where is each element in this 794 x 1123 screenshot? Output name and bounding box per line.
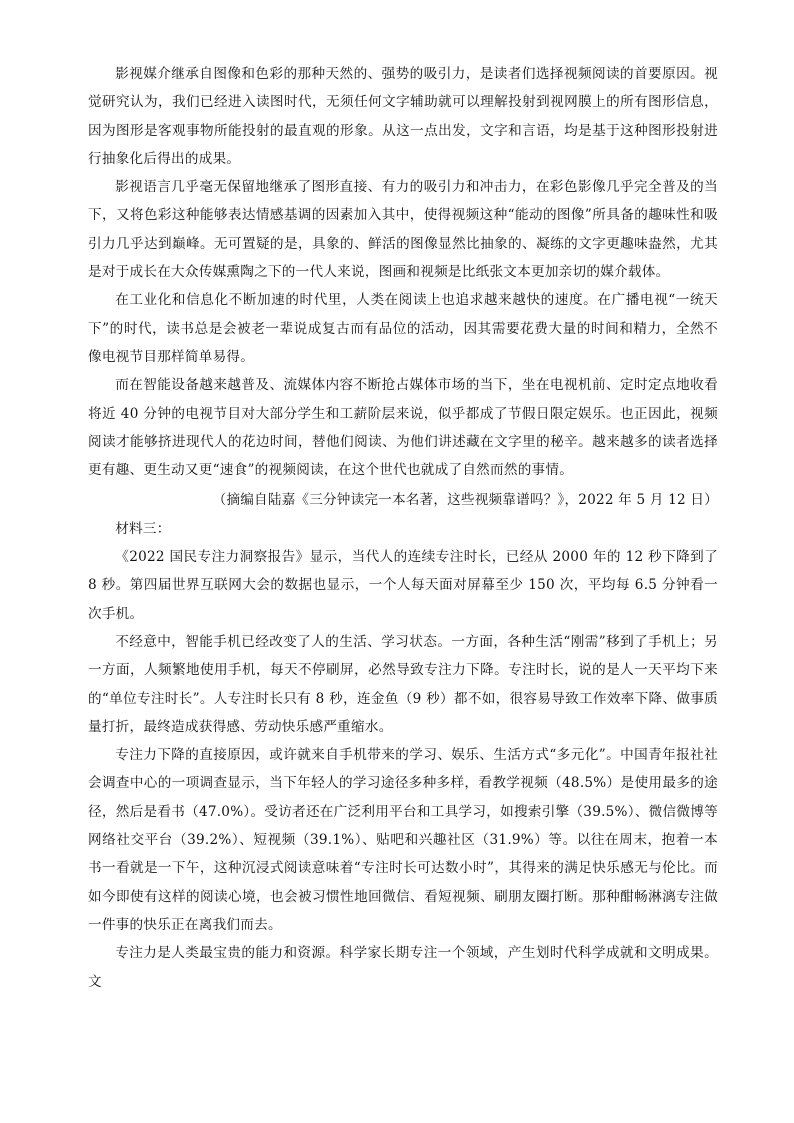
paragraph: 专注力是人类最宝贵的能力和资源。科学家长期专注一个领域，产生划时代科学成就和文明成果。文 bbox=[88, 945, 718, 990]
document-page bbox=[88, 60, 718, 996]
section-heading: 材料三： bbox=[115, 520, 171, 537]
paragraph: 影视语言几乎毫无保留地继承了图形直接、有力的吸引力和冲击力，在彩色影像几乎完全普及的当下，又将色彩这种能够表达情感基调的因素加入其中，使得视频这种“能动的图像”所具备的趣味性和吸引力几乎达到巅峰。无可置疑的是，具象的、鲜活的图像显然比抽象的、凝练的文字更趣味盎然，尤其是对于成长在大众传媒熏陶之下的一代人来说，图画和视频是比纸张文本更加亲切的媒介载体。 bbox=[88, 179, 718, 281]
paragraph: 不经意中，智能手机已经改变了人的生活、学习状态。一方面，各种生活“刚需”移到了手机上；另一方面，人频繁地使用手机，每天不停刷屏，必然导致专注力下降。专注时长，说的是人一天平均下来的“单位专注时长”。人专注时长只有 8 秒，连金鱼（9 秒）都不如，很容易导致工作效率下降、做事质量打折，最终造成获得感、劳动快乐感严重缩水。 bbox=[88, 633, 718, 735]
source-citation: （摘编自陆嘉《三分钟读完一本名著，这些视频靠谱吗？》，2022 年 5 月 12 日） bbox=[212, 492, 718, 509]
paragraph: 而在智能设备越来越普及、流媒体内容不断抢占媒体市场的当下，坐在电视机前、定时定点地收看将近 40 分钟的电视节目对大部分学生和工薪阶层来说，似乎都成了节假日限定娱乐。也正因此，视频阅读才能够挤进现代人的花边时间，替他们阅读、为他们讲述藏在文字里的秘辛。越来越多的读者选择更有趣、更生动又更“速食”的视频阅读，在这个世代也就成了自然而然的事情。 bbox=[88, 377, 718, 479]
paragraph: 专注力下降的直接原因，或许就来自手机带来的学习、娱乐、生活方式“多元化”。中国青年报社社会调查中心的一项调查显示，当下年轻人的学习途径多种多样，看教学视频（48.5%）是使用最多的途径，然后是看书（47.0%）。受访者还在广泛利用平台和工具学习，如搜索引擎（39.5%）、微信微博等网络社交平台（39.2%）、短视频（39.1%）、贴吧和兴趣社区（31.9%）等。以往在周末，抱着一本书一看就是一下午，这种沉浸式阅读意味着“专注时长可达数小时”，其得来的满足快乐感无与伦比。而如今即使有这样的阅读心境，也会被习惯性地回微信、看短视频、刷朋友圈打断。那种酣畅淋漓专注做一件事的快乐正在离我们而去。 bbox=[88, 747, 718, 933]
paragraph: 在工业化和信息化不断加速的时代里，人类在阅读上也追求越来越快的速度。在广播电视“一统天下”的时代，读书总是会被老一辈说成复古而有品位的活动，因其需要花费大量的时间和精力，全然不像电视节目那样简单易得。 bbox=[88, 292, 718, 365]
paragraph: 影视媒介继承自图像和色彩的那种天然的、强势的吸引力，是读者们选择视频阅读的首要原因。视觉研究认为，我们已经进入读图时代，无须任何文字辅助就可以理解投射到视网膜上的所有图形信息，因为图形是客观事物所能投射的最直观的形象。从这一点出发，文字和言语，均是基于这种图形投射进行抽象化后得出的成果。 bbox=[88, 66, 718, 167]
paragraph: 《2022 国民专注力洞察报告》显示，当代人的连续专注时长，已经从 2000 年的 12 秒下降到了 8 秒。第四届世界互联网大会的数据也显示，一个人每天面对屏幕至少 150 次，平均每 6.5 分钟看一次手机。 bbox=[88, 549, 718, 622]
